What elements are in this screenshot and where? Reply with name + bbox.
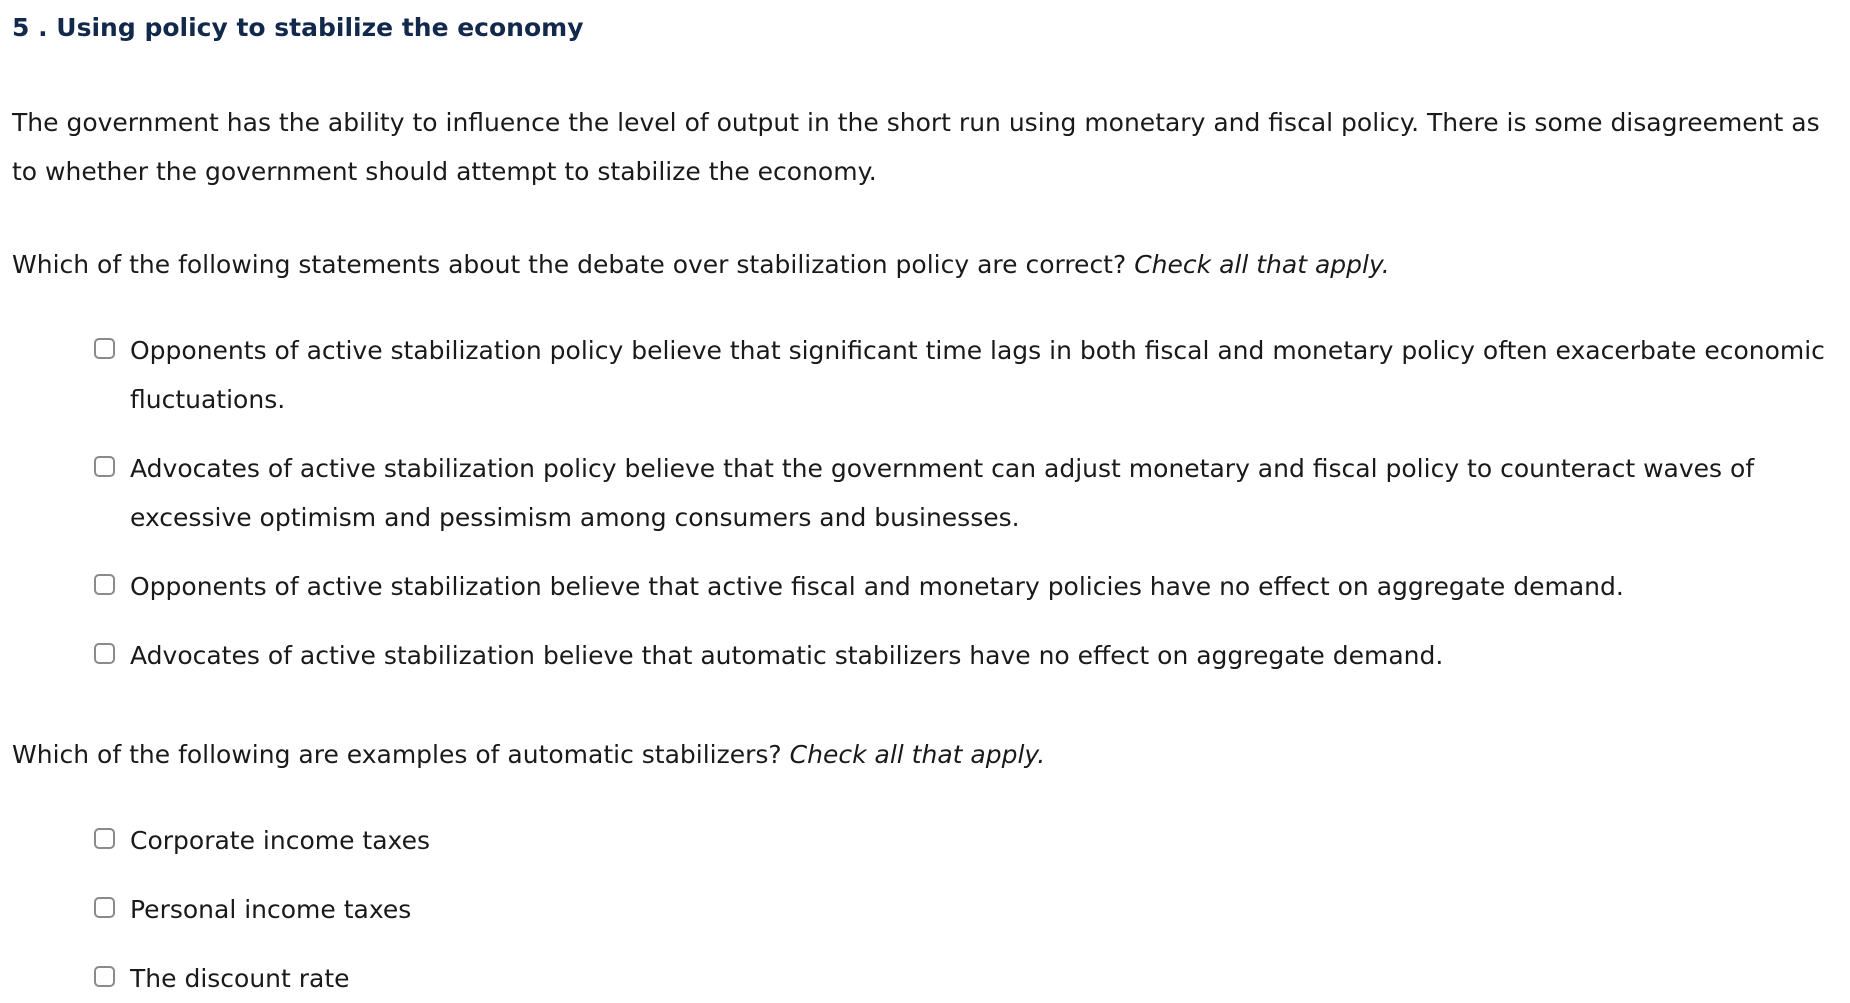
q1-option-1-checkbox[interactable] <box>94 338 115 359</box>
question-2-text: Which of the following are examples of automatic stabilizers? <box>12 740 782 769</box>
question-2-instruction: Check all that apply. <box>789 740 1046 769</box>
question-1-options <box>94 326 1838 680</box>
intro-paragraph: The government has the ability to influence the level of output in the short run using monetary and fiscal policy. There is some disagreement as to whether the government should attempt to stabilize the economy. <box>12 108 1820 186</box>
q1-option-1-label[interactable]: Opponents of active stabilization policy believe that significant time lags in both fiscal and monetary policy often exacerbate economic fluctuations. <box>130 336 1825 414</box>
question-1-prompt <box>12 240 1838 289</box>
q1-option-3-checkbox[interactable] <box>94 574 115 595</box>
q1-option-3[interactable] <box>94 562 1838 611</box>
question-1-instruction: Check all that apply. <box>1134 250 1390 279</box>
section-title: 5 . Using policy to stabilize the economy <box>12 13 584 42</box>
q1-option-4-label[interactable]: Advocates of active stabilization believe that automatic stabilizers have no effect on aggregate demand. <box>130 641 1444 670</box>
q1-option-3-label[interactable]: Opponents of active stabilization believe that active fiscal and monetary policies have no effect on aggregate demand. <box>130 572 1624 601</box>
q2-option-1-checkbox[interactable] <box>94 828 115 849</box>
q1-option-1[interactable] <box>94 326 1838 424</box>
q2-option-2-label[interactable]: Personal income taxes <box>130 895 412 924</box>
q2-option-1[interactable] <box>94 816 1838 865</box>
question-2-options <box>94 816 1838 1003</box>
q1-option-4[interactable] <box>94 631 1838 680</box>
q2-option-3-checkbox[interactable] <box>94 966 115 987</box>
q2-option-3[interactable] <box>94 954 1838 1003</box>
q2-option-3-label[interactable]: The discount rate <box>130 964 350 993</box>
question-2-prompt <box>12 730 1838 779</box>
q1-option-2[interactable] <box>94 444 1838 542</box>
q2-option-1-label[interactable]: Corporate income taxes <box>130 826 430 855</box>
q1-option-2-checkbox[interactable] <box>94 456 115 477</box>
question-1-text: Which of the following statements about the debate over stabilization policy are correct? <box>12 250 1127 279</box>
q1-option-4-checkbox[interactable] <box>94 643 115 664</box>
q1-option-2-label[interactable]: Advocates of active stabilization policy believe that the government can adjust monetary and fiscal policy to counteract waves of excessive optimism and pessimism among consumers and businesses. <box>130 454 1755 532</box>
q2-option-2[interactable] <box>94 885 1838 934</box>
q2-option-2-checkbox[interactable] <box>94 897 115 918</box>
